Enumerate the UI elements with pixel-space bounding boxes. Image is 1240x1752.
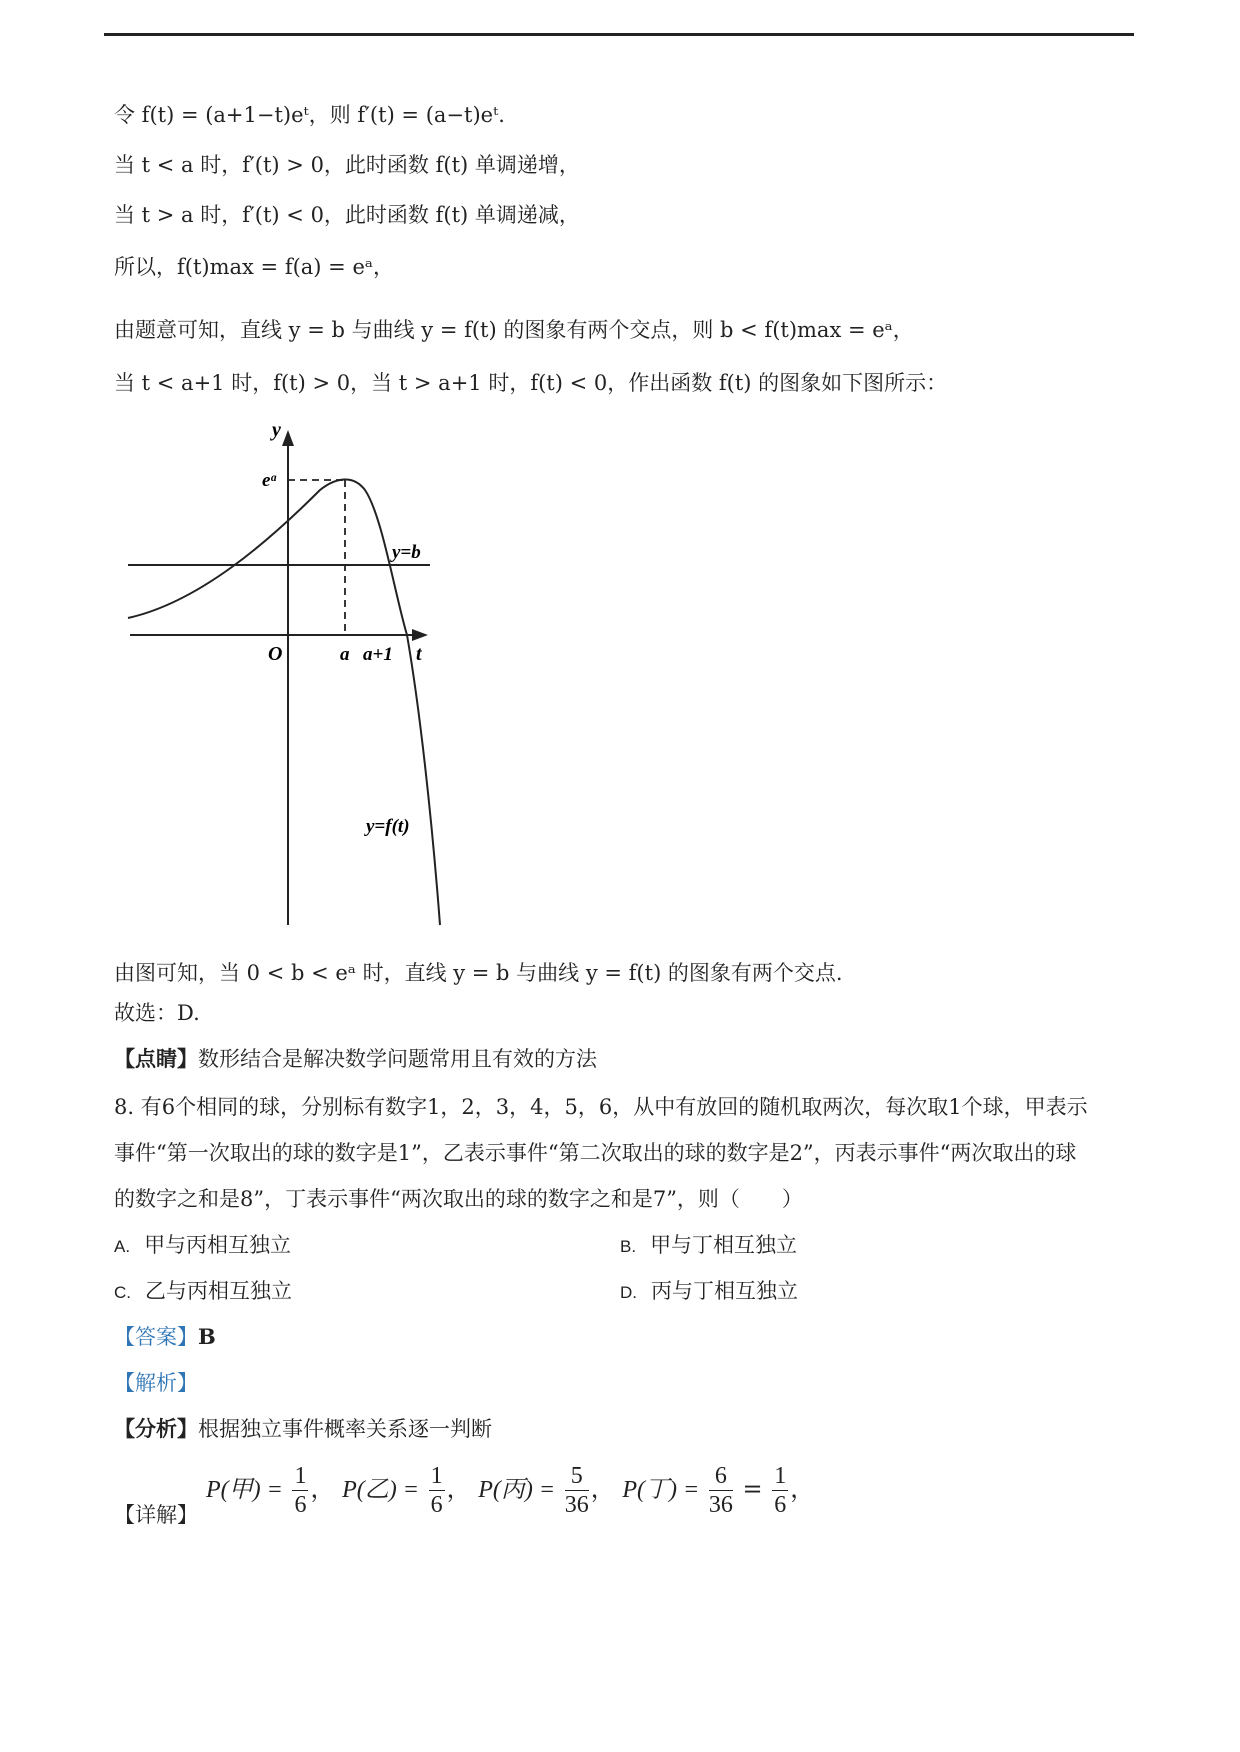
p-jia-den: 6 [294, 1492, 307, 1518]
text-line-7: 由图可知，当 0 < b < eᵃ 时，直线 y = b 与曲线 y = f(t) 的图象有两个交点. [114, 961, 843, 985]
text-line-4: 所以，f(t)max = f(a) = eᵃ， [114, 255, 394, 279]
line-b-label: y=b [392, 542, 421, 563]
fenxi-line [114, 1414, 492, 1444]
p-ding-label: P(丁) = [622, 1477, 700, 1503]
y-axis-arrow [282, 430, 294, 446]
p-bing-label: P(丙) = [478, 1477, 556, 1503]
answer-value: B [198, 1324, 216, 1349]
p-yi-fraction [429, 1462, 445, 1519]
p-ding-fraction [709, 1462, 733, 1519]
answer-tag: 【答案】 [114, 1325, 198, 1349]
p-ding-num: 6 [709, 1462, 733, 1491]
max-label: eᵃ [262, 470, 277, 491]
option-d [620, 1276, 798, 1308]
option-c [114, 1276, 292, 1308]
a1-label: a+1 [363, 644, 393, 665]
origin-label: O [268, 643, 283, 665]
option-d-letter: D. [620, 1283, 637, 1302]
p-bing-fraction [565, 1462, 589, 1519]
option-a-text: 甲与丙相互独立 [144, 1233, 292, 1257]
option-b [620, 1230, 797, 1262]
option-b-text: 甲与丁相互独立 [650, 1233, 798, 1257]
p-jia-label: P(甲) = [206, 1477, 283, 1503]
option-a [114, 1230, 291, 1262]
option-c-text: 乙与丙相互独立 [145, 1279, 292, 1303]
a-label: a [340, 644, 350, 665]
text-line-6: 当 t < a+1 时，f(t) > 0，当 t > a+1 时，f(t) < 0，作出函数 f(t) 的图象如下图所示： [114, 371, 948, 395]
question-8-line-3: 的数字之和是8”，丁表示事件“两次取出的球的数字之和是7”，则（ ） [114, 1187, 803, 1211]
option-c-letter: C. [114, 1283, 131, 1302]
top-rule [104, 33, 1134, 36]
highlight-tag: 【点睛】 [114, 1046, 198, 1071]
text-line-5: 由题意可知，直线 y = b 与曲线 y = f(t) 的图象有两个交点，则 b < f(t)max = eᵃ， [114, 318, 914, 342]
y-axis-label: y [272, 420, 281, 441]
option-b-letter: B. [620, 1237, 637, 1256]
detail-tag: 【详解】 [114, 1503, 198, 1527]
t-axis-label: t [416, 643, 422, 665]
text-line-2: 当 t < a 时，f′(t) > 0，此时函数 f(t) 单调递增， [114, 153, 580, 177]
analysis-line [114, 1368, 198, 1398]
fenxi-tag: 【分析】 [114, 1416, 198, 1441]
answer-line [114, 1322, 216, 1352]
text-line-3: 当 t > a 时，f′(t) < 0，此时函数 f(t) 单调递减， [114, 203, 580, 227]
text-line-8: 故选：D. [114, 1001, 200, 1025]
p-yi-num: 1 [430, 1463, 443, 1489]
curve-label: y=f(t) [366, 816, 410, 837]
question-8-line-2: 事件“第一次取出的球的数字是1”，乙表示事件“第二次取出的球的数字是2”，丙表示事件“两次取出的球 [114, 1141, 1077, 1165]
p-ding-num-2: 1 [774, 1463, 787, 1489]
p-ding-den: 36 [708, 1492, 733, 1518]
probability-formulas: P(甲) = $\frac{1}{6}$ ， P(乙) = $\frac{1}{6}$ ， P(丙) = $\frac{5}{36}$ ， P(丁) = $\frac{6}{36}$ = $\frac{1}{6}$ ， [206, 1463, 815, 1518]
fenxi-text: 根据独立事件概率关系逐一判断 [198, 1417, 492, 1441]
question-8-line-1: 8. 有6个相同的球，分别标有数字1，2，3，4，5，6，从中有放回的随机取两次，每次取1个球，甲表示 [114, 1095, 1088, 1119]
p-jia-num: 1 [294, 1463, 307, 1489]
t-axis-arrow [412, 629, 428, 641]
p-yi-label: P(乙) = [342, 1477, 419, 1503]
p-ding-den-2: 6 [774, 1492, 787, 1518]
option-d-text: 丙与丁相互独立 [651, 1279, 798, 1303]
p-yi-den: 6 [430, 1492, 443, 1518]
highlight-text: 数形结合是解决数学问题常用且有效的方法 [198, 1047, 597, 1071]
p-bing-num: 5 [565, 1462, 589, 1491]
highlight-line [114, 1044, 597, 1074]
p-jia-fraction [292, 1462, 308, 1519]
p-ding-fraction-2 [772, 1462, 788, 1519]
analysis-tag: 【解析】 [114, 1371, 198, 1395]
option-a-letter: A. [114, 1237, 131, 1256]
text-line-1: 令 f(t) = (a+1−t)eᵗ，则 f′(t) = (a−t)eᵗ. [114, 103, 505, 127]
function-graph [120, 420, 460, 930]
p-bing-den: 36 [564, 1492, 589, 1518]
